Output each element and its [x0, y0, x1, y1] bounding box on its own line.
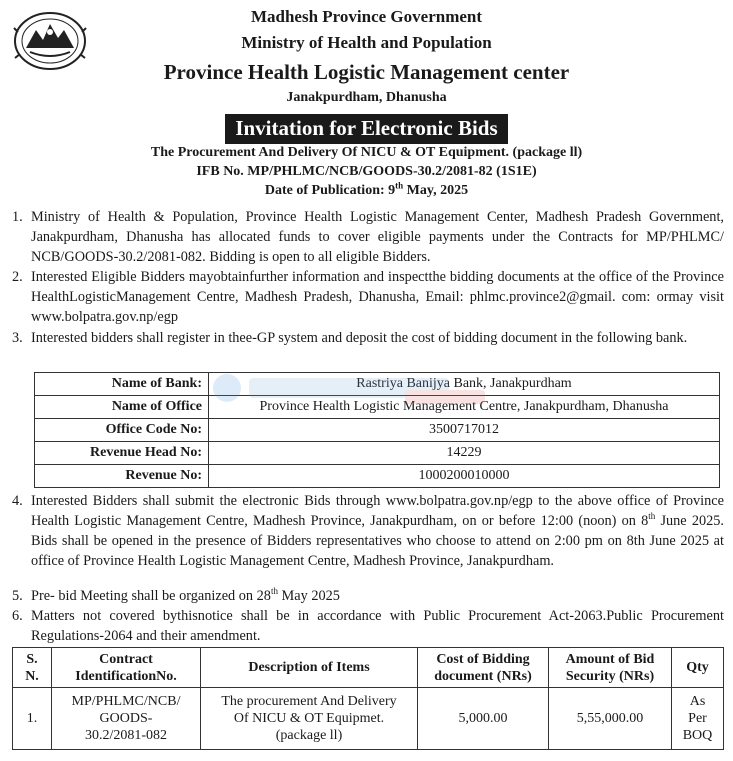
- office-location: Janakpurdham, Dhanusha: [286, 90, 447, 105]
- header-contract-id: Contract IdentificationNo.: [52, 648, 201, 688]
- revenue-head-value: 14229: [209, 442, 720, 465]
- table-row: [13, 688, 724, 750]
- ifb-number: IFB No. MP/PHLMC/NCB/GOODS-30.2/2081-82 (1S1E): [196, 164, 537, 179]
- office-name: Province Health Logistic Management center: [163, 60, 570, 84]
- office-value: Province Health Logistic Management Centre, Janakpurdham, Dhanusha: [209, 396, 720, 419]
- revenue-no-value: 1000200010000: [209, 465, 720, 488]
- paragraph-1: 1. Ministry of Health & Population, Province Health Logistic Management Center, Madhesh Pradesh Government, Janakpurdham, Dhanusha has allocated funds to cover eligible payments under the Contracts for MP/PHLMC/ NCB/GOODS-30.2/2081-082. Bidding is open to all eligible Bidders.: [12, 209, 724, 265]
- table-row: [35, 419, 720, 442]
- row-description: The procurement And Delivery Of NICU & OT Equipmet. (package ll): [201, 688, 418, 750]
- table-row: [35, 442, 720, 465]
- publication-date: Date of Publication: 9th May, 2025: [264, 180, 469, 198]
- row-cost: 5,000.00: [418, 688, 549, 750]
- paragraph-4: 4. Interested Bidders shall submit the electronic Bids through www.bolpatra.gov.np/egp to the above office of Province Health Logistic Management Centre, Madhesh Province, Janakpurdham, on or before 12:00 (noon) on 8th June 2025. Bids shall be opened in the presence of Bidders representatives who choose to attend on 2:00 pm on 8th June 2025 at office of Province Health Logistic Management Centre, Madhesh Province, Janakpurdham.: [12, 493, 725, 569]
- header-sn: S. N.: [13, 648, 52, 688]
- header-description: Description of Items: [201, 648, 418, 688]
- office-label: Name of Office: [35, 396, 209, 419]
- paragraph-3: 3. Interested bidders shall register in thee-GP system and deposit the cost of bidding document in the following bank.: [12, 330, 688, 346]
- header-qty: Qty: [672, 648, 724, 688]
- ministry-name: Ministry of Health and Population: [241, 33, 492, 52]
- table-header-row: [13, 648, 724, 688]
- notice-banner: Invitation for Electronic Bids: [225, 114, 507, 144]
- office-code-label: Office Code No:: [35, 419, 209, 442]
- row-sn: 1.: [13, 688, 52, 750]
- watermark-logo-icon: [205, 358, 505, 418]
- government-name: Madhesh Province Government: [250, 7, 483, 26]
- table-row: [35, 465, 720, 488]
- office-code-value: 3500717012: [209, 419, 720, 442]
- bank-value: Rastriya Banijya Bank, Janakpurdham: [209, 373, 720, 396]
- row-contract-id: MP/PHLMC/NCB/ GOODS- 30.2/2081-082: [52, 688, 201, 750]
- items-table: [12, 647, 724, 750]
- paragraph-2: 2. Interested Eligible Bidders mayobtainfurther information and inspectthe bidding documents at the office of the Province HealthLogisticManagement Centre, Madhesh Pradesh, Dhanusha, Email: phlmc.province2@gmail. com: ormay visit www.bolpatra.gov.np/egp: [12, 269, 724, 325]
- procurement-title: The Procurement And Delivery Of NICU & OT Equipment. (package ll): [150, 145, 583, 160]
- bank-label: Name of Bank:: [35, 373, 209, 396]
- row-qty: As Per BOQ: [672, 688, 724, 750]
- paragraph-6: 6. Matters not covered bythisnotice shall be in accordance with Public Procurement Act-2063.Public Procurement Regulations-2064 and their amendment.: [12, 608, 724, 644]
- header-cost: Cost of Bidding document (NRs): [418, 648, 549, 688]
- revenue-head-label: Revenue Head No:: [35, 442, 209, 465]
- revenue-no-label: Revenue No:: [35, 465, 209, 488]
- row-security: 5,55,000.00: [549, 688, 672, 750]
- paragraph-5: 5. Pre- bid Meeting shall be organized on 28th May 2025: [12, 586, 340, 604]
- header-security: Amount of Bid Security (NRs): [549, 648, 672, 688]
